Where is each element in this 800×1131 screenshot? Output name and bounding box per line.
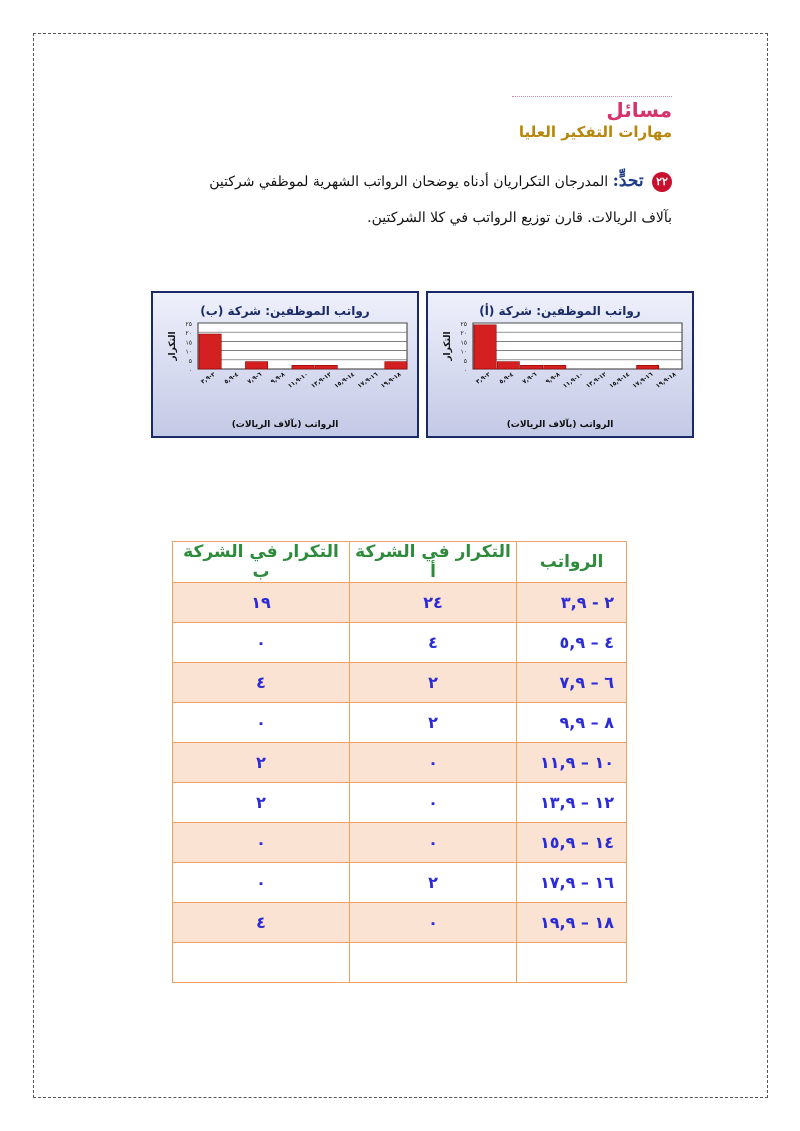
cell-freq-b bbox=[173, 943, 350, 983]
cell-freq-b: ٤ bbox=[173, 903, 350, 943]
y-axis-label: التكرار bbox=[168, 331, 178, 361]
x-tick-label: ١٨-١٩,٩ bbox=[379, 370, 403, 390]
y-tick-label: ٠ bbox=[188, 367, 192, 374]
cell-freq-a: ٢ bbox=[350, 703, 517, 743]
cell-salary-range bbox=[517, 943, 627, 983]
table-body bbox=[173, 583, 627, 983]
cell-salary-range: ٦ – ٧,٩ bbox=[517, 663, 627, 703]
y-tick-label: ٢٠ bbox=[185, 330, 192, 338]
table-row bbox=[173, 663, 627, 703]
cell-freq-b: ١٩ bbox=[173, 583, 350, 623]
y-tick-label: ١٥ bbox=[185, 339, 192, 347]
bar bbox=[199, 334, 221, 369]
cell-freq-b: ٠ bbox=[173, 623, 350, 663]
cell-freq-b: ٠ bbox=[173, 703, 350, 743]
chart-company-b-svg bbox=[153, 293, 417, 436]
x-tick-label: ١٨-١٩,٩ bbox=[654, 370, 678, 390]
bar bbox=[637, 365, 659, 369]
y-tick-label: ١٥ bbox=[460, 339, 467, 347]
frequency-table bbox=[172, 541, 627, 983]
table-row bbox=[173, 623, 627, 663]
cell-freq-a: ٤ bbox=[350, 623, 517, 663]
chart-company-b bbox=[151, 291, 419, 438]
cell-freq-b: ٠ bbox=[173, 863, 350, 903]
x-tick-label: ١٠-١١,٩ bbox=[286, 370, 310, 390]
cell-freq-a bbox=[350, 943, 517, 983]
bar bbox=[245, 362, 267, 369]
cell-freq-a: ٠ bbox=[350, 823, 517, 863]
x-tick-label: ٦-٧,٩ bbox=[246, 370, 264, 386]
table-row bbox=[173, 703, 627, 743]
cell-salary-range: ١٤ – ١٥,٩ bbox=[517, 823, 627, 863]
x-tick-label: ١٦-١٧,٩ bbox=[631, 370, 655, 390]
section-heading bbox=[519, 98, 672, 142]
table-row bbox=[173, 743, 627, 783]
header-salaries: الرواتب bbox=[517, 542, 627, 583]
y-tick-label: ٢٥ bbox=[185, 321, 192, 328]
section-title: مسائل bbox=[606, 98, 672, 122]
bar bbox=[292, 365, 314, 369]
bar bbox=[474, 325, 496, 369]
chart-company-a-svg bbox=[428, 293, 692, 436]
cell-freq-b: ٤ bbox=[173, 663, 350, 703]
problem-text: المدرجان التكراريان أدناه يوضحان الرواتب الشهرية لموظفي شركتين بآلاف الريالات. قارن توزيع الرواتب في كلا الشركتين. bbox=[209, 174, 672, 226]
cell-salary-range: ١٨ – ١٩,٩ bbox=[517, 903, 627, 943]
problem-number-badge: ٢٢ bbox=[652, 172, 672, 192]
bar bbox=[315, 365, 337, 369]
x-tick-label: ١٦-١٧,٩ bbox=[356, 370, 380, 390]
x-tick-label: ٤-٥,٩ bbox=[223, 370, 240, 386]
x-axis-label: الرواتب (بآلاف الريالات) bbox=[231, 420, 339, 430]
cell-salary-range: ٢ - ٣,٩ bbox=[517, 583, 627, 623]
y-tick-label: ٢٥ bbox=[460, 321, 467, 328]
dotted-rule bbox=[512, 96, 672, 97]
x-tick-label: ٦-٧,٩ bbox=[521, 370, 539, 386]
chart-title: رواتب الموظفين: شركة (ب) bbox=[200, 304, 370, 318]
chart-title: رواتب الموظفين: شركة (أ) bbox=[479, 304, 641, 318]
x-tick-label: ١٠-١١,٩ bbox=[561, 370, 585, 390]
bar bbox=[497, 362, 519, 369]
table-row bbox=[173, 943, 627, 983]
bar bbox=[544, 365, 566, 369]
cell-salary-range: ١٦ – ١٧,٩ bbox=[517, 863, 627, 903]
table-row bbox=[173, 863, 627, 903]
chart-company-a bbox=[426, 291, 694, 438]
y-axis-label: التكرار bbox=[443, 331, 453, 361]
cell-salary-range: ١٠ – ١١,٩ bbox=[517, 743, 627, 783]
problem-statement bbox=[202, 163, 672, 236]
bar bbox=[385, 362, 407, 369]
plot-area bbox=[198, 323, 407, 369]
y-tick-label: ١٠ bbox=[460, 348, 467, 356]
x-tick-label: ٤-٥,٩ bbox=[498, 370, 515, 386]
header-freq-b: التكرار في الشركة ب bbox=[173, 542, 350, 583]
cell-freq-a: ٢٤ bbox=[350, 583, 517, 623]
table-row bbox=[173, 583, 627, 623]
y-tick-label: ٢٠ bbox=[460, 330, 467, 338]
bar bbox=[520, 365, 542, 369]
table-row bbox=[173, 783, 627, 823]
cell-freq-a: ٠ bbox=[350, 783, 517, 823]
header-freq-a: التكرار في الشركة أ bbox=[350, 542, 517, 583]
x-tick-label: ١٤-١٥,٩ bbox=[333, 370, 357, 390]
cell-salary-range: ١٢ – ١٣,٩ bbox=[517, 783, 627, 823]
cell-freq-b: ٢ bbox=[173, 743, 350, 783]
table-header-row bbox=[173, 542, 627, 583]
y-tick-label: ١٠ bbox=[185, 348, 192, 356]
problem-label: تحدٍّ: bbox=[612, 171, 644, 191]
y-tick-label: ٥ bbox=[188, 357, 192, 365]
cell-freq-a: ٢ bbox=[350, 863, 517, 903]
x-tick-label: ١٤-١٥,٩ bbox=[608, 370, 632, 390]
section-subtitle: مهارات التفكير العليا bbox=[518, 123, 672, 141]
cell-freq-a: ٠ bbox=[350, 903, 517, 943]
table-row bbox=[173, 903, 627, 943]
cell-freq-a: ٢ bbox=[350, 663, 517, 703]
cell-salary-range: ٨ – ٩,٩ bbox=[517, 703, 627, 743]
cell-freq-b: ٢ bbox=[173, 783, 350, 823]
cell-freq-b: ٠ bbox=[173, 823, 350, 863]
x-axis-label: الرواتب (بآلاف الريالات) bbox=[506, 420, 614, 430]
x-tick-label: ٢-٣,٩ bbox=[474, 370, 492, 386]
x-tick-label: ١٢-١٣,٩ bbox=[584, 370, 608, 390]
x-tick-label: ١٢-١٣,٩ bbox=[309, 370, 333, 390]
y-tick-label: ٥ bbox=[463, 357, 467, 365]
cell-freq-a: ٠ bbox=[350, 743, 517, 783]
x-tick-label: ٢-٣,٩ bbox=[199, 370, 217, 386]
y-tick-label: ٠ bbox=[463, 367, 467, 374]
table-row bbox=[173, 823, 627, 863]
cell-salary-range: ٤ – ٥,٩ bbox=[517, 623, 627, 663]
x-tick-label: ٨-٩,٩ bbox=[269, 370, 287, 386]
x-tick-label: ٨-٩,٩ bbox=[544, 370, 562, 386]
